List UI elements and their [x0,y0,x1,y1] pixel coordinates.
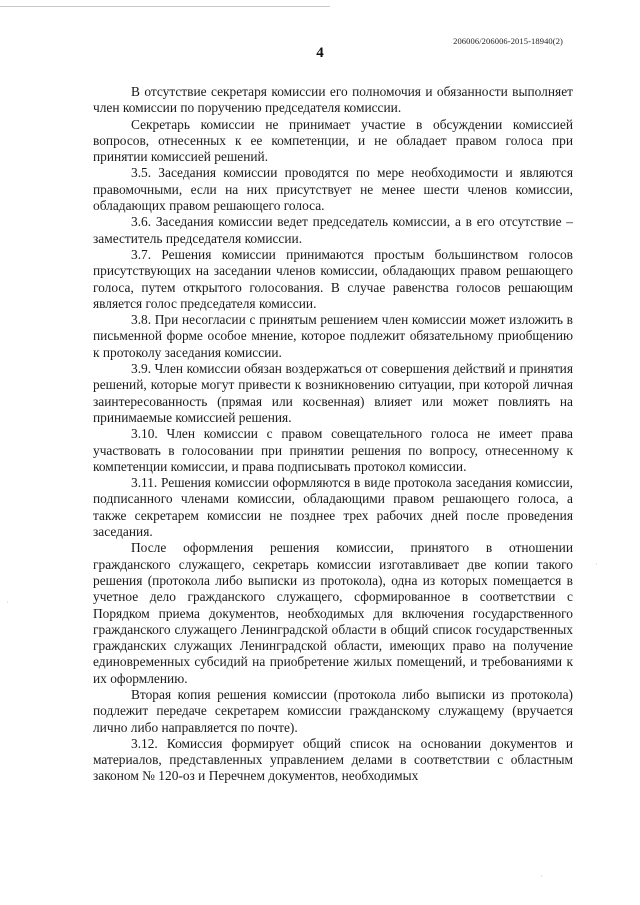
paragraph: 3.9. Член комиссии обязан воздержаться от совершения действий и принятия решений, которые могут привести к возникновению ситуации, при которой личная заинтересованность (прямая или косвенная) влияет или может повлиять на принимаемые комиссией решения. [93,361,573,425]
document-id: 206006/206006-2015-18940(2) [453,36,563,46]
scan-dot: · [6,598,9,607]
paragraph: 3.11. Решения комиссии оформляются в виде протокола заседания комиссии, подписанного членами комиссии, обладающими правом решающего голоса, а также секретарем комиссии не позднее трех рабочих дней после проведения заседания. [93,475,573,540]
scan-dot: · [540,872,543,881]
paragraph: В отсутствие секретаря комиссии его полномочия и обязанности выполняет член комиссии по поручению председателя комиссии. [93,84,573,116]
scan-dot: · [595,560,598,569]
paragraph: 3.5. Заседания комиссии проводятся по мере необходимости и являются правомочными, если на них присутствует не менее шести членов комиссии, обладающих правом решающего голоса. [93,165,573,214]
paragraph: 3.8. При несогласии с принятым решением член комиссии может изложить в письменной форме особое мнение, которое подлежит обязательному приобщению к протоколу заседания комиссии. [93,312,573,360]
body-text [93,84,573,785]
paragraph: После оформления решения комиссии, принятого в отношении гражданского служащего, секретарь комиссии изготавливает две копии такого решения (протокола либо выписки из протокола), одна из которых помещается в учетное дело гражданского служащего, сформированное в соответствии с Порядком приема документов, необходимых для включения государственного гражданского служащего Ленинградской области в общий список государственных гражданских служащих Ленинградской области, имеющих право на получение единовременных субсидий на приобретение жилых помещений, и требованиями к их оформлению. [93,540,573,686]
top-divider [0,6,330,7]
paragraph: 3.7. Решения комиссии принимаются простым большинством голосов присутствующих на заседании членов комиссии, обладающих правом решающего голоса, путем открытого голосования. В случае равенства голосов решающим является голос председателя комиссии. [93,246,573,311]
paragraph: 3.6. Заседания комиссии ведет председатель комиссии, а в его отсутствие – заместитель председателя комиссии. [93,214,573,246]
paragraph: 3.10. Член комиссии с правом совещательного голоса не имеет права участвовать в голосовании при принятии решения по вопросу, отнесенному к компетенции комиссии, и права подписывать протокол комиссии. [93,426,573,474]
paragraph: 3.12. Комиссия формирует общий список на основании документов и материалов, представленных управлением делами в соответствии с областным законом № 120-оз и Перечнем документов, необходимых [93,735,573,784]
page-number: 4 [316,45,324,61]
paragraph: Секретарь комиссии не принимает участие в обсуждении комиссией вопросов, отнесенных к ее компетенции, и не обладает правом голоса при принятии комиссией решений. [93,116,573,165]
paragraph: Вторая копия решения комиссии (протокола либо выписки из протокола) подлежит передаче секретарем комиссии гражданскому служащему (вручается лично либо направляется по почте). [93,686,573,735]
